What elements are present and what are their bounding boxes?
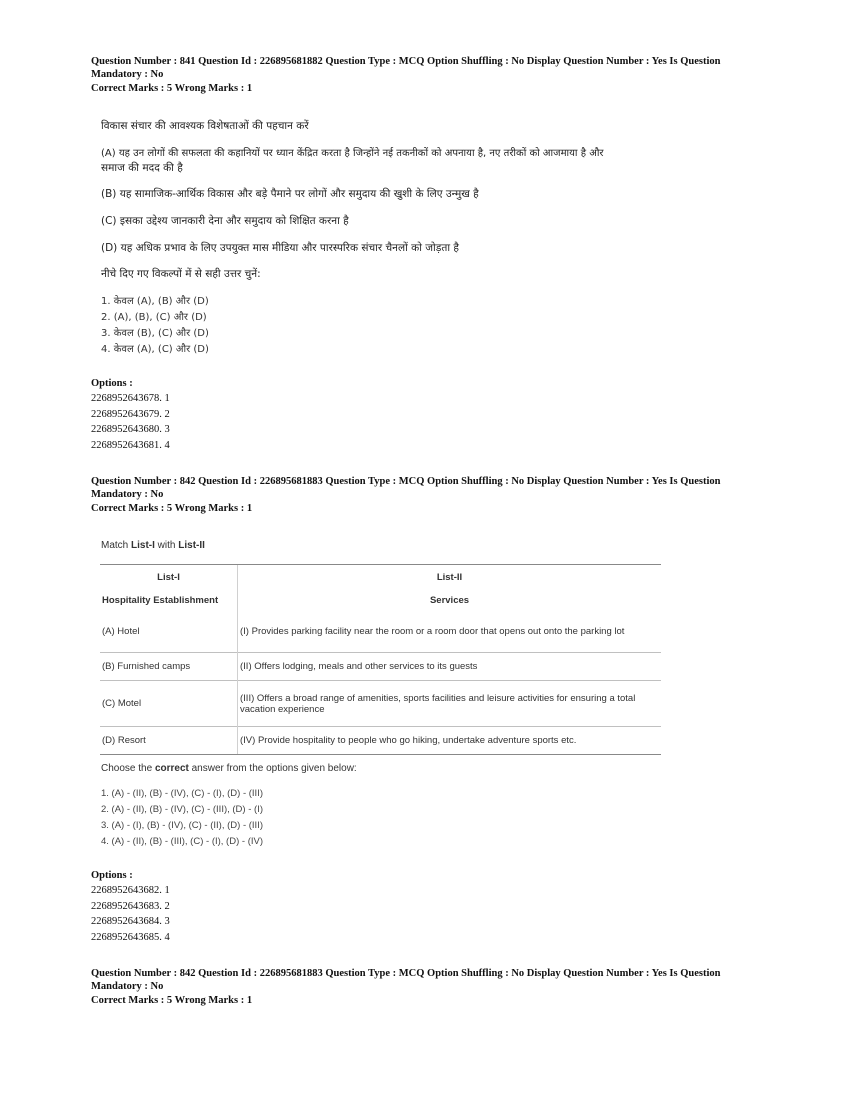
q842-options	[91, 868, 751, 945]
q841-choice: 2. (A), (B), (C) और (D)	[101, 312, 207, 323]
q841-choice: 1. केवल (A), (B) और (D)	[101, 296, 209, 307]
q841-header	[91, 55, 751, 95]
q842-intro	[101, 540, 205, 551]
table-row	[100, 727, 661, 755]
q842-choice-list	[101, 786, 263, 850]
q841-instruction: नीचे दिए गए विकल्पों में से सही उत्तर चुनें:	[101, 268, 261, 280]
q842-header	[91, 475, 751, 515]
q842-option: 2268952643685. 4	[91, 931, 170, 943]
q842-intro-with: with	[154, 540, 179, 551]
table-row	[100, 653, 661, 681]
q841-stem: विकास संचार की आवश्यक विशेषताओं की पहचान करें	[101, 120, 309, 132]
q842-row-left: (B) Furnished camps	[100, 653, 238, 681]
q842-choose-instruction	[101, 763, 357, 774]
q842-row-left: (A) Hotel	[102, 625, 140, 637]
q841-header-line1: Question Number : 841 Question Id : 226895681882 Question Type : MCQ Option Shuffling : No Display Question Number : Yes Is Question	[91, 56, 721, 67]
q842-row-right: (III) Offers a broad range of amenities, sports facilities and leisure activities for ensuring a total vacation experience	[238, 681, 662, 727]
q841-statement-c: (C) इसका उद्देश्य जानकारी देना और समुदाय को शिक्षित करना है	[101, 215, 349, 227]
q842-row-right: (I) Provides parking facility near the room or a room door that opens out onto the parking lot	[238, 611, 662, 653]
table-row	[100, 681, 661, 727]
q842-table-head-list1: List-I	[100, 565, 238, 591]
q842-option: 2268952643684. 3	[91, 916, 170, 927]
q842-choice: 3. (A) - (I), (B) - (IV), (C) - (II), (D) - (III)	[101, 820, 263, 831]
q841-header-line2: Mandatory : No	[91, 69, 164, 80]
q841-options-title: Options :	[91, 378, 133, 389]
q842-choose-prefix: Choose the	[101, 763, 155, 774]
q842-match-table	[100, 564, 661, 755]
q842-table-subhead-services: Services	[238, 591, 662, 611]
q841-statement-a-line2: समाज की मदद की है	[101, 162, 183, 174]
q842-table-subhead-establishment: Hospitality Establishment	[102, 595, 219, 606]
q842-row-right: (II) Offers lodging, meals and other services to its guests	[238, 653, 662, 681]
q841-option: 2268952643678. 1	[91, 393, 170, 404]
q842-repeat-header-line1: Question Number : 842 Question Id : 226895681883 Question Type : MCQ Option Shuffling : No Display Question Number : Yes Is Question	[91, 968, 721, 979]
q842-repeat-marks: Correct Marks : 5 Wrong Marks : 1	[91, 995, 253, 1006]
q841-marks: Correct Marks : 5 Wrong Marks : 1	[91, 83, 253, 94]
q842-choice: 2. (A) - (II), (B) - (IV), (C) - (III), (D) - (I)	[101, 804, 263, 815]
q841-choice-list	[101, 294, 209, 358]
q842-table-head-row	[100, 565, 661, 591]
q841-choice: 4. केवल (A), (C) और (D)	[101, 344, 209, 355]
q842-row-left: (D) Resort	[100, 727, 238, 755]
q842-choice: 4. (A) - (II), (B) - (III), (C) - (I), (D) - (IV)	[101, 836, 263, 847]
q842-intro-prefix: Match	[101, 540, 132, 551]
q842-table-subhead-row	[100, 591, 661, 611]
q842-marks: Correct Marks : 5 Wrong Marks : 1	[91, 503, 253, 514]
q841-statement-a-line1: (A) यह उन लोगों की सफलता की कहानियों पर ध्यान केंद्रित करता है जिन्होंने नई तकनीकों को अपनाया है, नए तरीकों को आजमाया है और	[101, 148, 604, 159]
q842-choose-bold: correct	[154, 763, 189, 774]
q842-header-line1: Question Number : 842 Question Id : 226895681883 Question Type : MCQ Option Shuffling : No Display Question Number : Yes Is Question	[91, 476, 721, 487]
q842-option: 2268952643682. 1	[91, 885, 170, 896]
q842-choice: 1. (A) - (II), (B) - (IV), (C) - (I), (D) - (III)	[101, 788, 263, 799]
q841-option: 2268952643681. 4	[91, 439, 170, 451]
q842-repeat-header	[91, 967, 751, 1007]
q842-table-head-list2: List-II	[238, 565, 662, 591]
q841-option: 2268952643679. 2	[91, 408, 170, 420]
q841-statement-d: (D) यह अधिक प्रभाव के लिए उपयुक्त मास मीडिया और पारस्परिक संचार चैनलों को जोड़ता है	[101, 242, 459, 254]
q842-intro-list2: List-II	[178, 540, 205, 551]
q842-header-line2: Mandatory : No	[91, 489, 164, 500]
q842-options-title: Options :	[91, 870, 133, 881]
q842-intro-list1: List-I	[131, 540, 155, 551]
q841-option: 2268952643680. 3	[91, 424, 170, 435]
q842-choose-suffix: answer from the options given below:	[188, 763, 357, 774]
q841-options	[91, 376, 751, 453]
q842-row-right: (IV) Provide hospitality to people who go hiking, undertake adventure sports etc.	[238, 727, 662, 755]
q842-option: 2268952643683. 2	[91, 900, 170, 912]
q841-statement-b: (B) यह सामाजिक-आर्थिक विकास और बड़े पैमाने पर लोगों और समुदाय की खुशी के लिए उन्मुख है	[101, 188, 479, 200]
q842-repeat-header-line2: Mandatory : No	[91, 981, 164, 992]
q841-choice: 3. केवल (B), (C) और (D)	[101, 328, 209, 339]
q842-row-left: (C) Motel	[100, 681, 238, 727]
table-row	[100, 611, 661, 653]
